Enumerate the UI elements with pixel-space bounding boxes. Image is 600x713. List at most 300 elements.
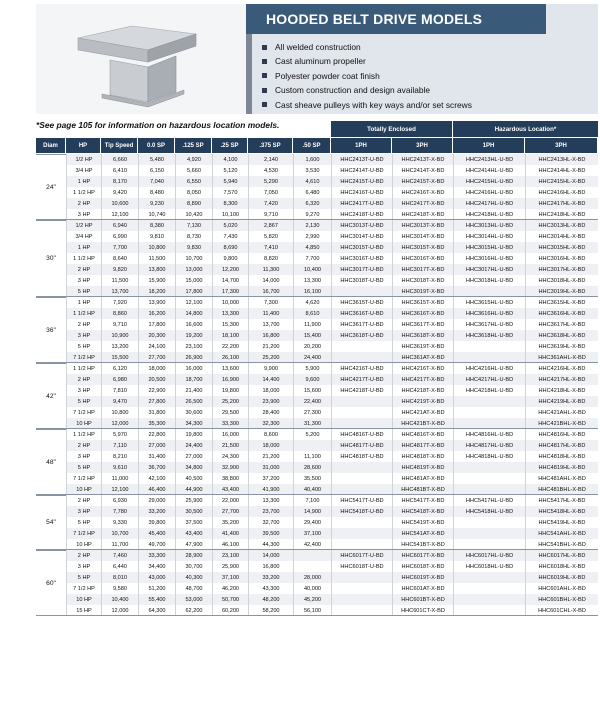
cell-sp-50: 40,000 <box>293 583 331 594</box>
cell-hl-1ph: HHC3015HL-U-BD <box>453 242 525 253</box>
cell-sp-375: 25,200 <box>248 352 293 363</box>
cell-hl-3ph: HHC6019HL-X-BD <box>525 572 598 583</box>
cell-hl-1ph: HHC2413HL-U-BD <box>453 154 525 165</box>
table-row <box>0 275 600 286</box>
group-header-totally-enclosed: Totally Enclosed <box>331 121 452 137</box>
cell-hl-1ph: HHC2417HL-U-BD <box>453 198 525 209</box>
cell-te-1ph <box>331 528 392 539</box>
cell-hl-1ph: HHC4817HL-U-BD <box>453 440 525 451</box>
cell-te-3ph: HHC2416T-X-BD <box>392 187 453 198</box>
cell-sp-25: 26,100 <box>212 352 248 363</box>
cell-sp-125: 17,800 <box>175 286 212 297</box>
cell-sp-50: 27,300 <box>293 407 331 418</box>
table-row <box>0 154 600 165</box>
table-row <box>0 220 600 231</box>
cell-sp-25: 4,100 <box>212 154 248 165</box>
cell-sp-125: 62,200 <box>175 605 212 616</box>
cell-tip-speed: 9,420 <box>101 187 138 198</box>
cell-te-1ph: HHC2417T-U-BD <box>331 198 392 209</box>
table-row <box>0 253 600 264</box>
cell-sp-125: 5,660 <box>175 165 212 176</box>
cell-hl-1ph <box>453 341 525 352</box>
cell-sp-125: 37,500 <box>175 517 212 528</box>
cell-sp-125: 6,550 <box>175 176 212 187</box>
cell-te-3ph: HHC5418T-X-BD <box>392 506 453 517</box>
col-header-sp-0: 0.0 SP <box>138 138 174 153</box>
cell-hp: 3 HP <box>66 330 101 341</box>
table-row <box>0 297 600 308</box>
cell-hp: 1 1/2 HP <box>66 429 101 440</box>
col-header-te-1ph: 1PH <box>331 138 391 153</box>
cell-sp-25: 21,500 <box>212 440 248 451</box>
cell-hl-3ph: HHC4218HL-X-BD <box>525 385 598 396</box>
cell-sp-25: 25,900 <box>212 561 248 572</box>
cell-sp-0: 20,500 <box>138 374 175 385</box>
cell-te-1ph <box>331 407 392 418</box>
cell-te-1ph: HHC2416T-U-BD <box>331 187 392 198</box>
cell-sp-0: 6,150 <box>138 165 175 176</box>
cell-sp-375: 5,290 <box>248 176 293 187</box>
table-row <box>0 473 600 484</box>
cell-sp-50: 10,400 <box>293 264 331 275</box>
cell-te-3ph: HHC3018T-X-BD <box>392 275 453 286</box>
table-row <box>0 385 600 396</box>
cell-sp-0: 24,100 <box>138 341 175 352</box>
cell-sp-375: 18,000 <box>248 440 293 451</box>
cell-hp: 1 1/2 HP <box>66 253 101 264</box>
cell-tip-speed: 9,820 <box>101 264 138 275</box>
cell-te-1ph: HHC3014T-U-BD <box>331 231 392 242</box>
cell-sp-125: 8,730 <box>175 231 212 242</box>
cell-sp-25: 13,600 <box>212 363 248 374</box>
cell-sp-0: 31,800 <box>138 407 175 418</box>
cell-sp-375: 4,530 <box>248 165 293 176</box>
cell-hl-3ph: HHC4817HL-X-BD <box>525 440 598 451</box>
cell-hl-3ph: HHC421AHL-X-BD <box>525 407 598 418</box>
cell-sp-50: 9,270 <box>293 209 331 220</box>
cell-sp-50: 2,130 <box>293 220 331 231</box>
cell-te-3ph: HHC6018T-X-BD <box>392 561 453 572</box>
cell-sp-375: 58,200 <box>248 605 293 616</box>
cell-sp-25: 5,020 <box>212 220 248 231</box>
cell-tip-speed: 6,410 <box>101 165 138 176</box>
feature-text: Custom construction and design available <box>275 85 431 96</box>
cell-te-3ph: HHC4819T-X-BD <box>392 462 453 473</box>
cell-hp: 3/4 HP <box>66 231 101 242</box>
col-header-te-3ph: 3PH <box>392 138 452 153</box>
cell-sp-0: 20,300 <box>138 330 175 341</box>
cell-sp-375: 13,300 <box>248 495 293 506</box>
cell-hp: 5 HP <box>66 572 101 583</box>
col-header-hl-3ph: 3PH <box>525 138 597 153</box>
table-row <box>0 187 600 198</box>
cell-sp-0: 33,200 <box>138 506 175 517</box>
cell-te-1ph <box>331 583 392 594</box>
cell-sp-25: 38,800 <box>212 473 248 484</box>
cell-tip-speed: 7,920 <box>101 297 138 308</box>
cell-te-3ph: HHC3618T-X-BD <box>392 330 453 341</box>
cell-sp-25: 32,900 <box>212 462 248 473</box>
cell-sp-375: 21,200 <box>248 451 293 462</box>
cell-te-3ph: HHC541AT-X-BD <box>392 528 453 539</box>
cell-sp-50: 15,400 <box>293 330 331 341</box>
cell-tip-speed: 9,330 <box>101 517 138 528</box>
cell-sp-125: 48,700 <box>175 583 212 594</box>
cell-hp: 1 1/2 HP <box>66 363 101 374</box>
cell-sp-50: 13,300 <box>293 275 331 286</box>
cell-te-1ph: HHC3018T-U-BD <box>331 275 392 286</box>
cell-te-3ph: HHC4217T-X-BD <box>392 374 453 385</box>
cell-sp-25: 23,100 <box>212 550 248 561</box>
cell-sp-125: 34,800 <box>175 462 212 473</box>
cell-hp: 15 HP <box>66 605 101 616</box>
cell-hl-3ph: HHC481BHL-X-BD <box>525 484 598 495</box>
cell-hl-1ph: HHC3618HL-U-BD <box>453 330 525 341</box>
cell-hl-3ph: HHC2418HL-X-BD <box>525 209 598 220</box>
cell-te-3ph: HHC3619T-X-BD <box>392 341 453 352</box>
table-row <box>0 308 600 319</box>
cell-te-3ph: HHC4816T-X-BD <box>392 429 453 440</box>
cell-hp: 7 1/2 HP <box>66 352 101 363</box>
cell-hl-3ph: HHC541BHL-X-BD <box>525 539 598 550</box>
page-title: HOODED BELT DRIVE MODELS <box>246 4 546 34</box>
cell-sp-0: 5,480 <box>138 154 175 165</box>
table-row <box>0 396 600 407</box>
cell-sp-50: 45,200 <box>293 594 331 605</box>
cell-hl-1ph <box>453 462 525 473</box>
cell-sp-50: 6,320 <box>293 198 331 209</box>
cell-hl-1ph: HHC3014HL-U-BD <box>453 231 525 242</box>
cell-hl-3ph: HHC4216HL-X-BD <box>525 363 598 374</box>
cell-hl-3ph: HHC3618HL-X-BD <box>525 330 598 341</box>
table-row <box>0 242 600 253</box>
cell-sp-50: 7,700 <box>293 253 331 264</box>
table-row <box>0 341 600 352</box>
cell-sp-375: 7,410 <box>248 242 293 253</box>
cell-hl-3ph: HHC3617HL-X-BD <box>525 319 598 330</box>
cell-sp-25: 35,200 <box>212 517 248 528</box>
cell-sp-25: 10,100 <box>212 209 248 220</box>
cell-tip-speed: 5,970 <box>101 429 138 440</box>
cell-tip-speed: 7,780 <box>101 506 138 517</box>
cell-sp-50: 7,100 <box>293 495 331 506</box>
cell-hl-3ph: HHC3619HL-X-BD <box>525 341 598 352</box>
cell-hl-1ph: HHC3617HL-U-BD <box>453 319 525 330</box>
cell-te-1ph <box>331 517 392 528</box>
cell-te-1ph: HHC6017T-U-BD <box>331 550 392 561</box>
cell-hl-1ph: HHC3013HL-U-BD <box>453 220 525 231</box>
cell-sp-375: 43,300 <box>248 583 293 594</box>
cell-hp: 5 HP <box>66 462 101 473</box>
cell-tip-speed: 6,440 <box>101 561 138 572</box>
cell-hl-1ph <box>453 528 525 539</box>
cell-sp-375: 44,300 <box>248 539 293 550</box>
cell-sp-50: 29,400 <box>293 517 331 528</box>
cell-sp-125: 16,000 <box>175 363 212 374</box>
cell-sp-0: 45,400 <box>138 528 175 539</box>
cell-tip-speed: 7,460 <box>101 550 138 561</box>
cell-hl-1ph: HHC2414HL-U-BD <box>453 165 525 176</box>
cell-hp: 3/4 HP <box>66 165 101 176</box>
cell-hp: 1 1/2 HP <box>66 308 101 319</box>
cell-sp-25: 29,500 <box>212 407 248 418</box>
cell-hp: 1/2 HP <box>66 220 101 231</box>
cell-sp-25: 33,300 <box>212 418 248 429</box>
cell-hp: 10 HP <box>66 539 101 550</box>
cell-te-3ph: HHC3016T-X-BD <box>392 253 453 264</box>
cell-hp: 1/2 HP <box>66 154 101 165</box>
cell-sp-25: 18,100 <box>212 330 248 341</box>
cell-sp-50: 28,600 <box>293 462 331 473</box>
cell-sp-25: 10,000 <box>212 297 248 308</box>
cell-te-3ph: HHC481AT-X-BD <box>392 473 453 484</box>
cell-te-3ph: HHC2413T-X-BD <box>392 154 453 165</box>
cell-sp-125: 43,400 <box>175 528 212 539</box>
cell-hp: 1 HP <box>66 242 101 253</box>
cell-hl-3ph: HHC3013HL-X-BD <box>525 220 598 231</box>
cell-hl-1ph: HHC4218HL-U-BD <box>453 385 525 396</box>
cell-sp-375: 13,700 <box>248 319 293 330</box>
cell-sp-125: 26,900 <box>175 352 212 363</box>
cell-te-3ph: HHC481BT-X-BD <box>392 484 453 495</box>
table-row <box>0 407 600 418</box>
cell-sp-0: 11,500 <box>138 253 175 264</box>
cell-te-3ph: HHC5417T-X-BD <box>392 495 453 506</box>
cell-sp-0: 36,700 <box>138 462 175 473</box>
cell-te-3ph: HHC4219T-X-BD <box>392 396 453 407</box>
cell-tip-speed: 9,470 <box>101 396 138 407</box>
cell-sp-125: 8,050 <box>175 187 212 198</box>
cell-te-1ph: HHC3016T-U-BD <box>331 253 392 264</box>
cell-sp-0: 27,800 <box>138 396 175 407</box>
cell-sp-0: 8,480 <box>138 187 175 198</box>
cell-te-3ph: HHC2414T-X-BD <box>392 165 453 176</box>
cell-sp-125: 27,000 <box>175 451 212 462</box>
cell-sp-125: 7,130 <box>175 220 212 231</box>
cell-te-3ph: HHC4817T-X-BD <box>392 440 453 451</box>
cell-tip-speed: 11,500 <box>101 275 138 286</box>
cell-tip-speed: 6,930 <box>101 495 138 506</box>
cell-hp: 7 1/2 HP <box>66 473 101 484</box>
cell-hl-3ph: HHC601AHL-X-BD <box>525 583 598 594</box>
cell-sp-0: 13,900 <box>138 297 175 308</box>
cell-hl-1ph: HHC5418HL-U-BD <box>453 506 525 517</box>
cell-hp: 3 HP <box>66 451 101 462</box>
cell-hl-3ph: HHC4217HL-X-BD <box>525 374 598 385</box>
cell-tip-speed: 12,100 <box>101 209 138 220</box>
cell-sp-125: 9,830 <box>175 242 212 253</box>
cell-te-1ph: HHC4816T-U-BD <box>331 429 392 440</box>
cell-hp: 1 1/2 HP <box>66 187 101 198</box>
cell-hl-1ph: HHC5417HL-U-BD <box>453 495 525 506</box>
cell-sp-25: 60,200 <box>212 605 248 616</box>
cell-sp-0: 17,800 <box>138 319 175 330</box>
cell-tip-speed: 8,170 <box>101 176 138 187</box>
cell-sp-375: 33,200 <box>248 572 293 583</box>
cell-hl-3ph: HHC3015HL-X-BD <box>525 242 598 253</box>
cell-tip-speed: 7,110 <box>101 440 138 451</box>
cell-sp-125: 23,100 <box>175 341 212 352</box>
cell-sp-50: 5,200 <box>293 429 331 440</box>
cell-te-1ph: HHC6018T-U-BD <box>331 561 392 572</box>
col-header-diam: Diam <box>36 138 65 153</box>
group-header-hazardous: Hazardous Location* <box>453 121 598 137</box>
cell-sp-125: 15,000 <box>175 275 212 286</box>
cell-sp-375: 48,200 <box>248 594 293 605</box>
diam-cell: 54" <box>36 495 66 550</box>
cell-sp-125: 21,400 <box>175 385 212 396</box>
table-row <box>0 550 600 561</box>
cell-tip-speed: 10,400 <box>101 594 138 605</box>
cell-te-1ph <box>331 396 392 407</box>
cell-sp-0: 9,230 <box>138 198 175 209</box>
cell-hp: 3 HP <box>66 506 101 517</box>
col-header-tip-speed: Tip Speed <box>101 138 137 153</box>
cell-sp-0: 16,200 <box>138 308 175 319</box>
cell-te-1ph: HHC4217T-U-BD <box>331 374 392 385</box>
cell-sp-50 <box>293 440 331 451</box>
cell-te-3ph: HHC361AT-X-BD <box>392 352 453 363</box>
cell-sp-125: 19,200 <box>175 330 212 341</box>
cell-sp-375: 32,700 <box>248 517 293 528</box>
cell-tip-speed: 8,010 <box>101 572 138 583</box>
cell-sp-375: 37,200 <box>248 473 293 484</box>
table-row <box>0 165 600 176</box>
cell-sp-125: 10,420 <box>175 209 212 220</box>
table-row <box>0 198 600 209</box>
cell-sp-0: 27,000 <box>138 440 175 451</box>
cell-te-1ph: HHC3615T-U-BD <box>331 297 392 308</box>
cell-sp-25: 8,690 <box>212 242 248 253</box>
cell-hl-3ph: HHC3018HL-X-BD <box>525 275 598 286</box>
table-row <box>0 517 600 528</box>
cell-hl-3ph: HHC2416HL-X-BD <box>525 187 598 198</box>
cell-sp-25: 43,400 <box>212 484 248 495</box>
cell-sp-50: 28,000 <box>293 572 331 583</box>
cell-sp-25: 5,120 <box>212 165 248 176</box>
cell-sp-125: 47,900 <box>175 539 212 550</box>
cell-sp-125: 16,600 <box>175 319 212 330</box>
cell-hp: 5 HP <box>66 286 101 297</box>
cell-sp-125: 30,600 <box>175 407 212 418</box>
cell-sp-50: 20,200 <box>293 341 331 352</box>
cell-hp: 10 HP <box>66 594 101 605</box>
cell-hp: 10 HP <box>66 484 101 495</box>
cell-hl-3ph: HHC4818HL-X-BD <box>525 451 598 462</box>
cell-hl-1ph: HHC6017HL-U-BD <box>453 550 525 561</box>
cell-hp: 2 HP <box>66 374 101 385</box>
cell-hp: 2 HP <box>66 550 101 561</box>
cell-hl-1ph: HHC2415HL-U-BD <box>453 176 525 187</box>
cell-sp-375: 16,800 <box>248 561 293 572</box>
cell-hl-3ph: HHC3616HL-X-BD <box>525 308 598 319</box>
cell-sp-375: 9,710 <box>248 209 293 220</box>
cell-sp-0: 22,900 <box>138 385 175 396</box>
cell-sp-25: 13,300 <box>212 308 248 319</box>
cell-hl-1ph: HHC4816HL-U-BD <box>453 429 525 440</box>
cell-te-1ph: HHC4818T-U-BD <box>331 451 392 462</box>
cell-hp: 7 1/2 HP <box>66 407 101 418</box>
cell-sp-25: 25,200 <box>212 396 248 407</box>
table-row <box>0 594 600 605</box>
cell-sp-125: 26,500 <box>175 396 212 407</box>
cell-tip-speed: 8,640 <box>101 253 138 264</box>
cell-te-1ph <box>331 572 392 583</box>
cell-tip-speed: 10,700 <box>101 528 138 539</box>
cell-sp-25: 9,800 <box>212 253 248 264</box>
cell-tip-speed: 7,810 <box>101 385 138 396</box>
cell-tip-speed: 9,710 <box>101 319 138 330</box>
col-header-sp-25: .25 SP <box>212 138 247 153</box>
cell-sp-50: 11,900 <box>293 319 331 330</box>
cell-sp-25: 12,200 <box>212 264 248 275</box>
table-row <box>0 319 600 330</box>
cell-sp-0: 39,800 <box>138 517 175 528</box>
cell-sp-25: 37,100 <box>212 572 248 583</box>
cell-sp-50: 31,300 <box>293 418 331 429</box>
cell-sp-25: 7,570 <box>212 187 248 198</box>
cell-hp: 10 HP <box>66 418 101 429</box>
diam-cell: 42" <box>36 363 66 429</box>
table-row <box>0 572 600 583</box>
cell-sp-375: 9,900 <box>248 363 293 374</box>
cell-sp-125: 40,300 <box>175 572 212 583</box>
cell-sp-0: 7,040 <box>138 176 175 187</box>
cell-sp-0: 51,200 <box>138 583 175 594</box>
cell-sp-50: 11,100 <box>293 451 331 462</box>
cell-sp-0: 42,100 <box>138 473 175 484</box>
table-row <box>0 495 600 506</box>
cell-sp-25: 27,700 <box>212 506 248 517</box>
cell-sp-375: 8,600 <box>248 429 293 440</box>
cell-sp-375: 28,400 <box>248 407 293 418</box>
diam-cell: 24" <box>36 154 66 220</box>
cell-sp-0: 10,800 <box>138 242 175 253</box>
cell-tip-speed: 11,000 <box>101 473 138 484</box>
cell-sp-125: 30,700 <box>175 561 212 572</box>
diam-cell: 30" <box>36 220 66 297</box>
table-row <box>0 176 600 187</box>
cell-te-1ph <box>331 473 392 484</box>
cell-te-1ph: HHC3017T-U-BD <box>331 264 392 275</box>
cell-te-3ph: HHC541BT-X-BD <box>392 539 453 550</box>
cell-hp: 3 HP <box>66 561 101 572</box>
cell-hl-3ph: HHC481AHL-X-BD <box>525 473 598 484</box>
cell-hl-1ph <box>453 407 525 418</box>
cell-sp-375: 23,700 <box>248 506 293 517</box>
cell-te-3ph: HHC2417T-X-BD <box>392 198 453 209</box>
diam-cell: 36" <box>36 297 66 363</box>
cell-sp-375: 16,700 <box>248 286 293 297</box>
cell-tip-speed: 12,000 <box>101 605 138 616</box>
cell-tip-speed: 15,500 <box>101 352 138 363</box>
cell-sp-125: 44,900 <box>175 484 212 495</box>
cell-sp-0: 15,900 <box>138 275 175 286</box>
cell-sp-25: 5,940 <box>212 176 248 187</box>
cell-tip-speed: 6,940 <box>101 220 138 231</box>
cell-hl-1ph: HHC3616HL-U-BD <box>453 308 525 319</box>
cell-sp-50 <box>293 561 331 572</box>
cell-tip-speed: 10,900 <box>101 330 138 341</box>
cell-te-3ph: HHC3617T-X-BD <box>392 319 453 330</box>
cell-hp: 7 1/2 HP <box>66 528 101 539</box>
cell-sp-0: 31,400 <box>138 451 175 462</box>
cell-te-3ph: HHC6019T-X-BD <box>392 572 453 583</box>
cell-tip-speed: 8,210 <box>101 451 138 462</box>
diam-cell: 60" <box>36 550 66 616</box>
cell-sp-375: 11,300 <box>248 264 293 275</box>
cell-tip-speed: 12,100 <box>101 484 138 495</box>
